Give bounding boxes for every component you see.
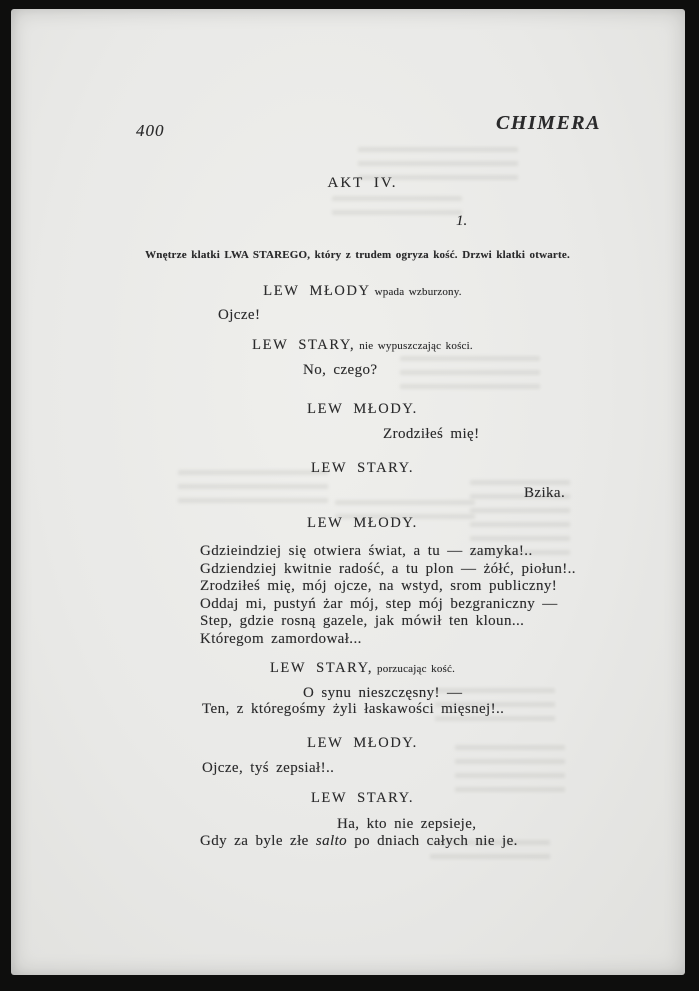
dialogue-line: Ten, z któregośmy żyli łaskawości mięsnej!..	[202, 701, 505, 717]
verse-line: Gdziendziej kwitnie radość, a tu plon — żółć, piołun!..	[200, 561, 576, 577]
journal-title: CHIMERA	[496, 112, 601, 134]
page-number: 400	[136, 121, 165, 140]
speaker-heading: LEW MŁODY.	[307, 735, 418, 751]
speaker-stage-direction: porzucając kość.	[377, 663, 456, 675]
dialogue-line	[200, 834, 518, 850]
dialogue-line: Bzika.	[524, 485, 566, 501]
speaker-heading	[105, 337, 620, 354]
stage-direction: Wnętrze klatki LWA STAREGO, który z trudem ogryza kość. Drzwi klatki otwarte.	[145, 249, 570, 261]
speaker-stage-direction: wpada wzburzony.	[374, 286, 462, 298]
verse-line: Któregom zamordował...	[200, 631, 362, 647]
dialogue-line: Ha, kto nie zepsieje,	[337, 816, 477, 832]
speaker-heading	[105, 660, 620, 677]
dialogue-line: Ojcze!	[218, 307, 261, 323]
dialogue-italic-word: salto	[315, 833, 348, 849]
verse-line: Oddaj mi, pustyń żar mój, step mój bezgraniczny —	[200, 596, 558, 612]
speaker-heading: LEW STARY.	[310, 460, 415, 476]
speaker-stage-direction: nie wypuszczając kości.	[359, 340, 473, 352]
verse-line: Gdzieindziej się otwiera świat, a tu — zamyka!..	[200, 543, 533, 559]
speaker-heading	[105, 283, 620, 300]
speaker-name: LEW STARY,	[269, 660, 374, 676]
speaker-name: LEW MŁODY	[263, 283, 371, 299]
dialogue-line: No, czego?	[303, 362, 378, 378]
verse-line: Step, gdzie rosną gazele, jak mówił ten kloun...	[200, 613, 525, 629]
speaker-heading: LEW STARY.	[310, 790, 415, 806]
dialogue-line: Zrodziłeś mię!	[383, 426, 480, 442]
speaker-heading: LEW MŁODY.	[307, 401, 418, 417]
dialogue-text: po dniach całych nie je.	[347, 833, 518, 849]
dialogue-line: O synu nieszczęsny! —	[303, 685, 463, 701]
verse-line: Zrodziłeś mię, mój ojcze, na wstyd, srom publiczny!	[200, 578, 558, 594]
act-heading: AKT IV.	[327, 175, 398, 191]
speaker-heading: LEW MŁODY.	[307, 515, 418, 531]
scene-number: 1.	[456, 213, 468, 229]
dialogue-text: Gdy za byle złe	[200, 833, 316, 849]
speaker-name: LEW STARY,	[252, 337, 356, 353]
dialogue-line: Ojcze, tyś zepsiał!..	[202, 760, 335, 776]
